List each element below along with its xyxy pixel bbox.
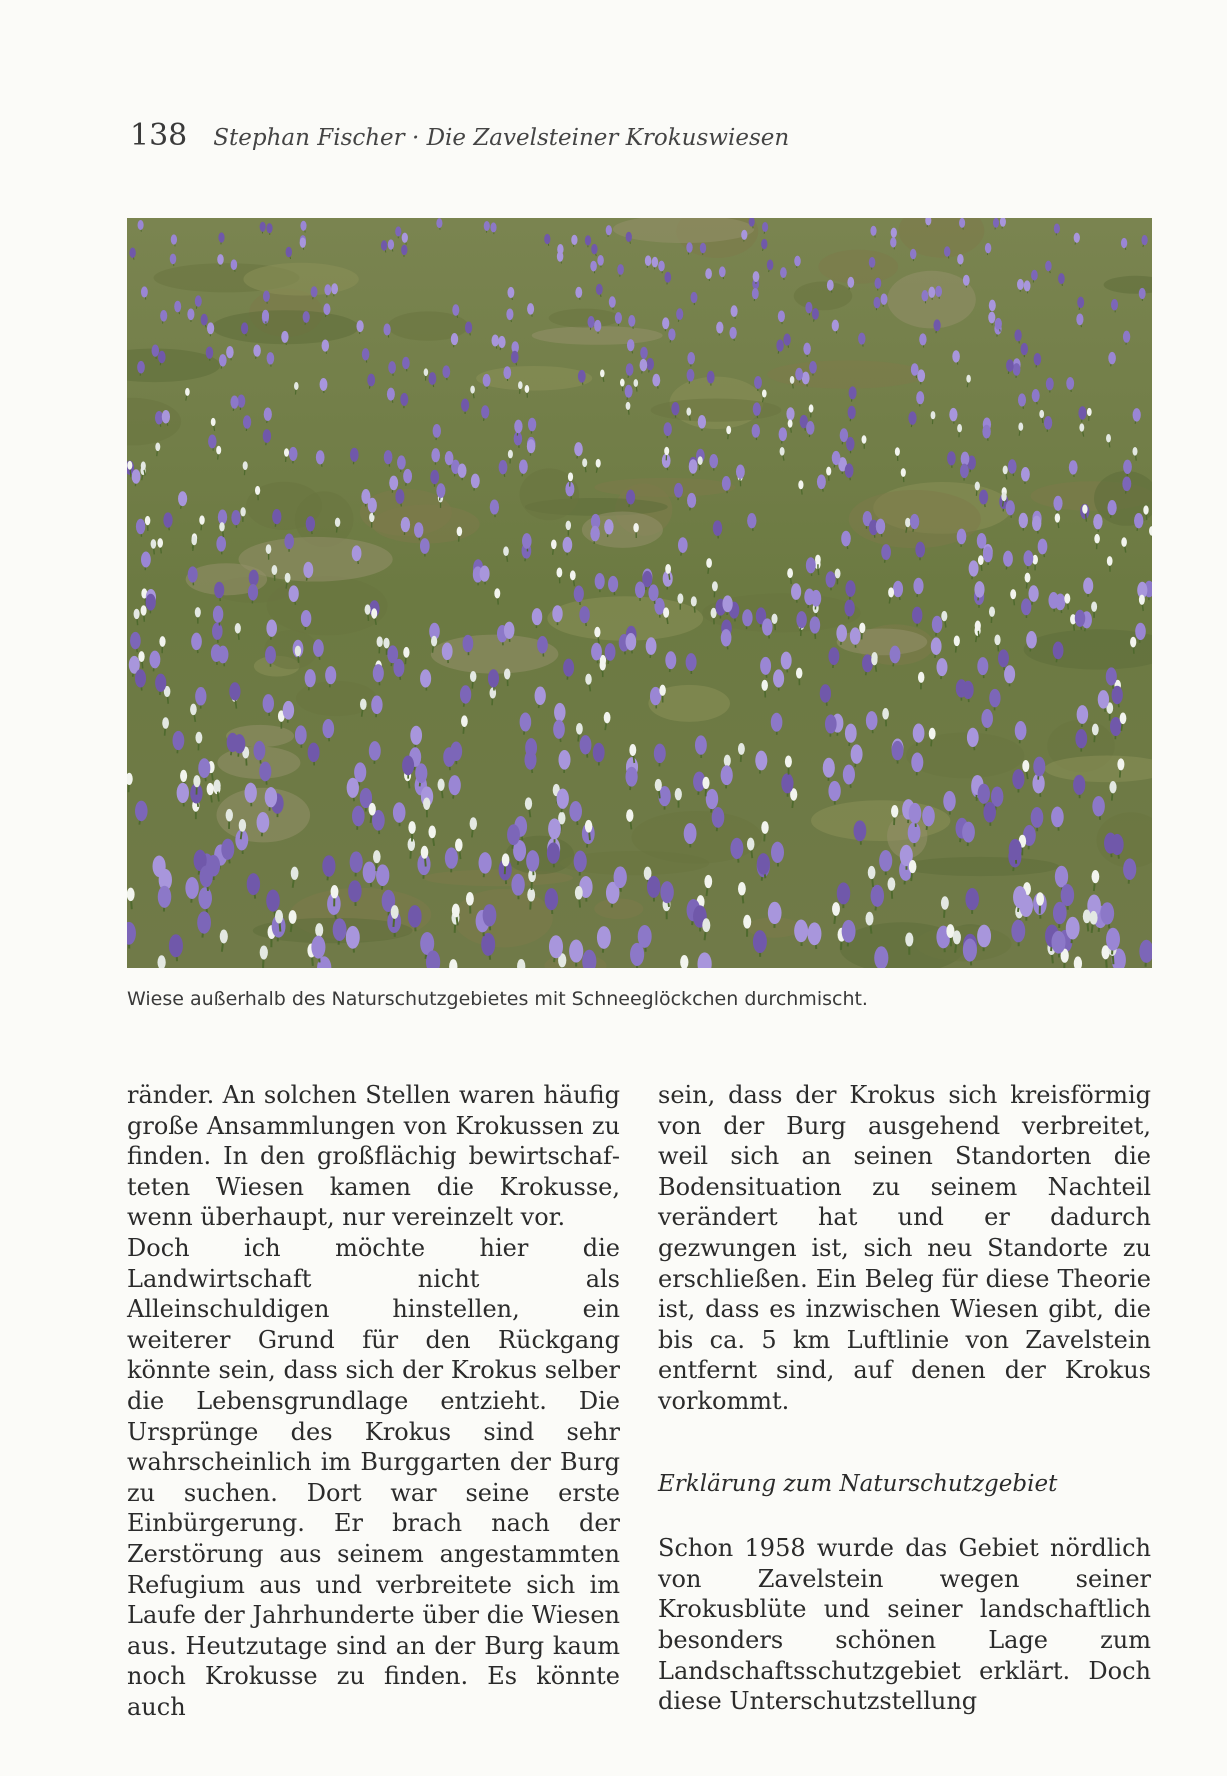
- page-number: 138: [130, 118, 188, 153]
- paragraph: Doch ich möchte hier die Landwirtschaft nicht als Alleinschuldigen hinstellen, ein weiterer Grund für den Rückgang könnte sein, dass sich der Krokus selber die Lebensgrundlage entzieht. Die Ursprünge des Krokus sind sehr wahrscheinlich im Burggarten der Burg zu suchen. Dort war seine erste Einbürgerung. Er brach nach der Zerstörung aus seinem angestammten Refugium aus und verbreitete sich im Laufe der Jahrhunderte über die Wiesen aus. Heutzutage sind an der Burg kaum noch Krokusse zu finden. Es könnte auch: [127, 1233, 620, 1721]
- crocus-meadow-photo: [127, 218, 1152, 968]
- meadow-illustration: [127, 218, 1152, 968]
- figure-caption: Wiese außerhalb des Naturschutzgebietes mit Schneeglöckchen durchmischt.: [127, 988, 868, 1010]
- paragraph: sein, dass der Krokus sich kreisförmig von der Burg ausgehend verbreitet, weil sich an seinen Standorten die Bodensituation zu seinem Nachteil verändert hat und er dadurch gezwungen ist, sich neu Standorte zu erschließen. Ein Beleg für diese Theorie ist, dass es inzwischen Wiesen gibt, die bis ca. 5 km Luftlinie von Zavelstein entfernt sind, auf denen der Krokus vorkommt.: [658, 1081, 1151, 1415]
- right-column: [658, 1080, 1151, 1717]
- running-head: [130, 118, 789, 153]
- section-subheading: Erklärung zum Naturschutzgebiet: [658, 1470, 1058, 1497]
- running-title: Stephan Fischer · Die Zavelsteiner Krokuswiesen: [213, 125, 790, 151]
- paragraph: Schon 1958 wurde das Gebiet nördlich von Zavelstein wegen seiner Krokusblüte und seiner landschaftlich besonders schönen Lage zum Landschaftsschutzgebiet erklärt. Doch diese Unterschutzstellung: [658, 1534, 1151, 1716]
- left-column: [127, 1080, 620, 1722]
- paragraph: ränder. An solchen Stellen waren häufig große Ansammlungen von Krokussen zu finden. In den großflächig bewirtschafteten Wiesen kamen die Krokusse, wenn überhaupt, nur vereinzelt vor.: [127, 1081, 620, 1232]
